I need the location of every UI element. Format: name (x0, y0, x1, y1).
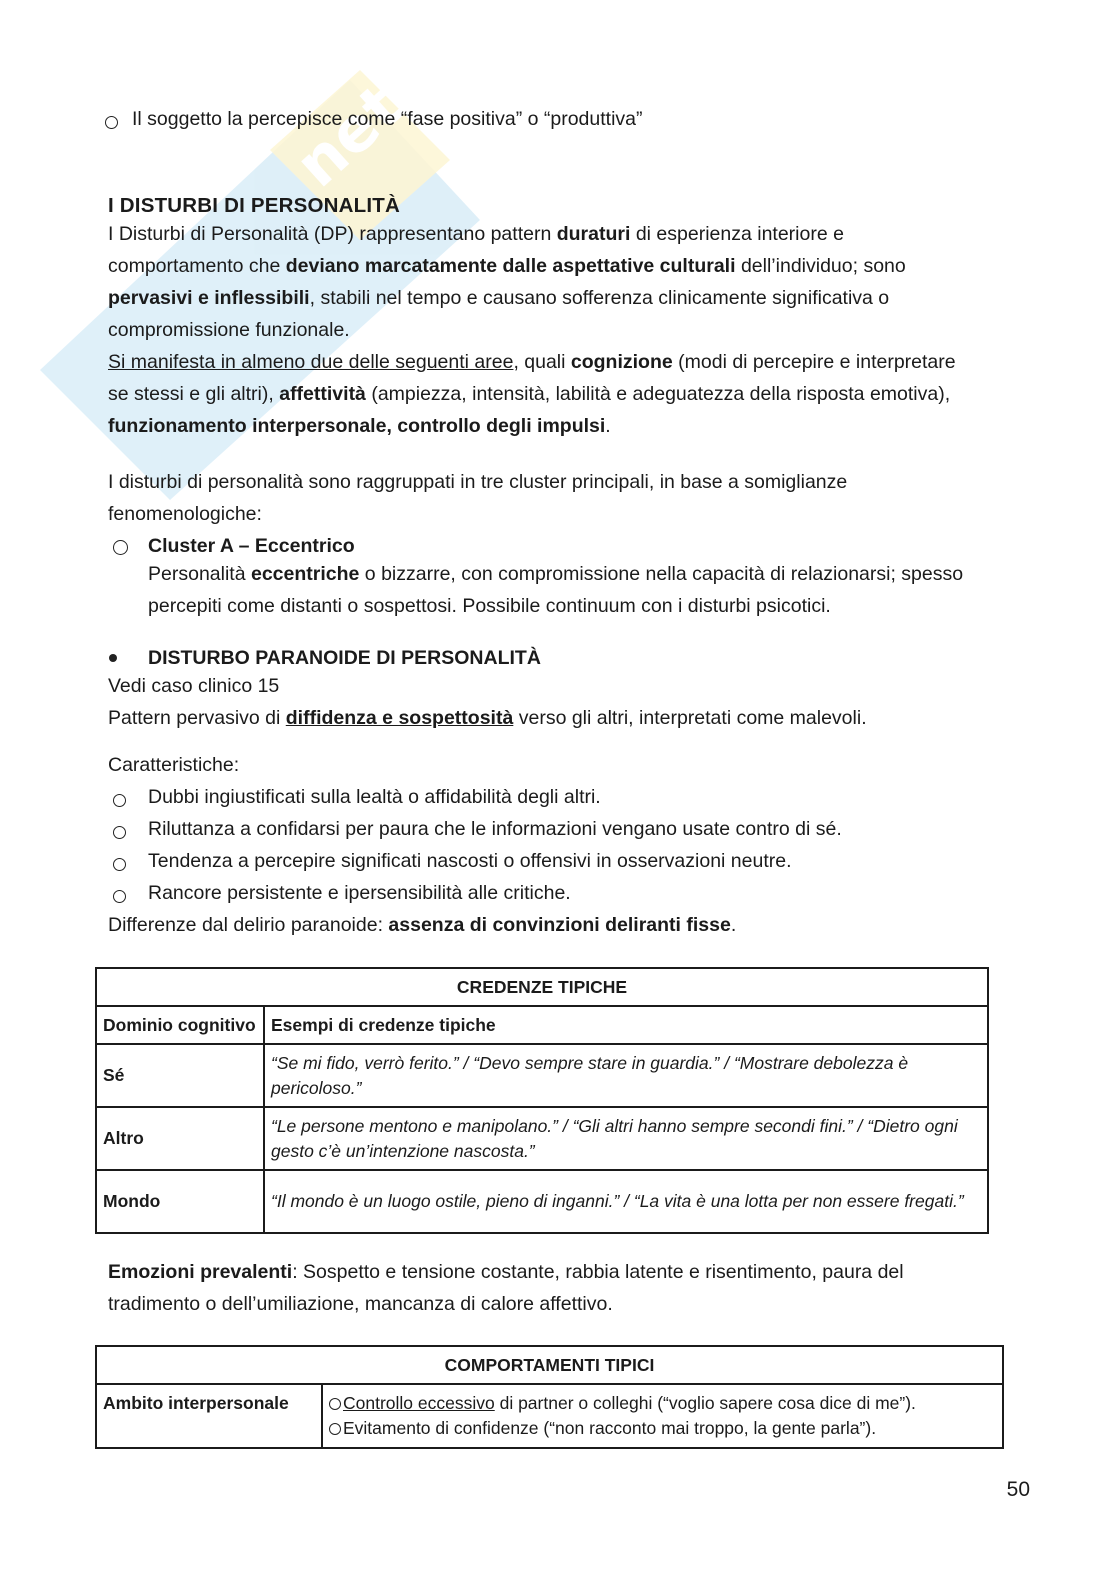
circle-bullet-icon (329, 1423, 341, 1435)
cluster-a-line-2: percepiti come distanti o sospettosi. Possibile continuum con i disturbi psicotici. (148, 595, 831, 617)
section-title: I DISTURBI DI PERSONALITÀ (108, 194, 401, 217)
intro-line-1: I Disturbi di Personalità (DP) rappresentano pattern duraturi di esperienza interiore e (108, 223, 844, 245)
behaviors-items-cell (322, 1384, 1003, 1448)
emotions-line-2: tradimento o dell’umiliazione, mancanza di calore affettivo. (108, 1293, 613, 1315)
circle-bullet-icon (329, 1398, 341, 1410)
top-bullet-text: Il soggetto la percepisce come “fase positiva” o “produttiva” (132, 108, 643, 130)
beliefs-col-header-domain: Dominio cognitivo (96, 1006, 264, 1044)
intro-line-4: compromissione funzionale. (108, 319, 350, 341)
feature-item: Dubbi ingiustificati sulla lealtà o affidabilità degli altri. (148, 786, 601, 808)
intro-line-5: Si manifesta in almeno due delle seguenti aree, quali cognizione (modi di percepire e interpretare (108, 351, 956, 373)
beliefs-table-title: CREDENZE TIPICHE (96, 968, 988, 1006)
circle-bullet-icon (113, 858, 126, 871)
circle-bullet-icon (105, 116, 118, 129)
beliefs-domain-cell: Mondo (96, 1170, 264, 1233)
cluster-a-title: Cluster A – Eccentrico (148, 535, 355, 557)
intro-line-6: se stessi e gli altri), affettività (ampiezza, intensità, labilità e adeguatezza della risposta emotiva), (108, 383, 951, 405)
intro-line-7: funzionamento interpersonale, controllo degli impulsi. (108, 415, 611, 437)
intro-line-3: pervasivi e inflessibili, stabili nel tempo e causano sofferenza clinicamente significativa o (108, 287, 890, 309)
circle-bullet-icon (113, 890, 126, 903)
beliefs-text-cell: “Se mi fido, verrò ferito.” / “Devo sempre stare in guardia.” / “Mostrare debolezza è pericoloso.” (264, 1044, 988, 1107)
dot-bullet-icon (109, 654, 117, 662)
behaviors-row-label: Ambito interpersonale (96, 1384, 322, 1448)
beliefs-text-cell: “Le persone mentono e manipolano.” / “Gli altri hanno sempre secondi fini.” / “Dietro ogni gesto c’è un’intenzione nascosta.” (264, 1107, 988, 1170)
behaviors-table-title: COMPORTAMENTI TIPICI (96, 1346, 1003, 1384)
paranoid-title: DISTURBO PARANOIDE DI PERSONALITÀ (148, 647, 541, 669)
behavior-item: Evitamento di confidenze (“non racconto mai troppo, la gente parla”). (329, 1416, 996, 1441)
differences-line: Differenze dal delirio paranoide: assenza di convinzioni deliranti fisse. (108, 914, 737, 936)
feature-item: Tendenza a percepire significati nascosti o offensivi in osservazioni neutre. (148, 850, 792, 872)
intro-line-2: comportamento che deviano marcatamente dalle aspettative culturali dell’individuo; sono (108, 255, 906, 277)
features-label: Caratteristiche: (108, 754, 240, 776)
paranoid-case: Vedi caso clinico 15 (108, 675, 280, 697)
behavior-item: Controllo eccessivo di partner o colleghi (“voglio sapere cosa dice di me”). (329, 1391, 996, 1416)
emotions-line-1: Emozioni prevalenti: Sospetto e tensione costante, rabbia latente e risentimento, paura del (108, 1261, 904, 1283)
paranoid-pattern: Pattern pervasivo di diffidenza e sospettosità verso gli altri, interpretati come malevoli. (108, 707, 867, 729)
clusters-line-2: fenomenologiche: (108, 503, 262, 525)
circle-bullet-icon (113, 826, 126, 839)
clusters-line-1: I disturbi di personalità sono raggruppati in tre cluster principali, in base a somiglianze (108, 471, 848, 493)
table-row (96, 1384, 1003, 1448)
feature-item: Riluttanza a confidarsi per paura che le informazioni vengano usate contro di sé. (148, 818, 842, 840)
beliefs-col-header-examples: Esempi di credenze tipiche (264, 1006, 988, 1044)
behaviors-table (95, 1345, 1004, 1449)
circle-bullet-icon (113, 540, 128, 555)
circle-bullet-icon (113, 794, 126, 807)
page-number: 50 (1006, 1478, 1030, 1501)
table-row (96, 1107, 988, 1170)
table-row (96, 1044, 988, 1107)
beliefs-domain-cell: Sé (96, 1044, 264, 1107)
feature-item: Rancore persistente e ipersensibilità alle critiche. (148, 882, 571, 904)
watermark-text: net (281, 69, 417, 202)
beliefs-domain-cell: Altro (96, 1107, 264, 1170)
table-row (96, 1170, 988, 1233)
beliefs-table (95, 967, 989, 1234)
cluster-a-line-1: Personalità eccentriche o bizzarre, con compromissione nella capacità di relazionarsi; spesso (148, 563, 964, 585)
beliefs-text-cell: “Il mondo è un luogo ostile, pieno di inganni.” / “La vita è una lotta per non essere fregati.” (264, 1170, 988, 1233)
